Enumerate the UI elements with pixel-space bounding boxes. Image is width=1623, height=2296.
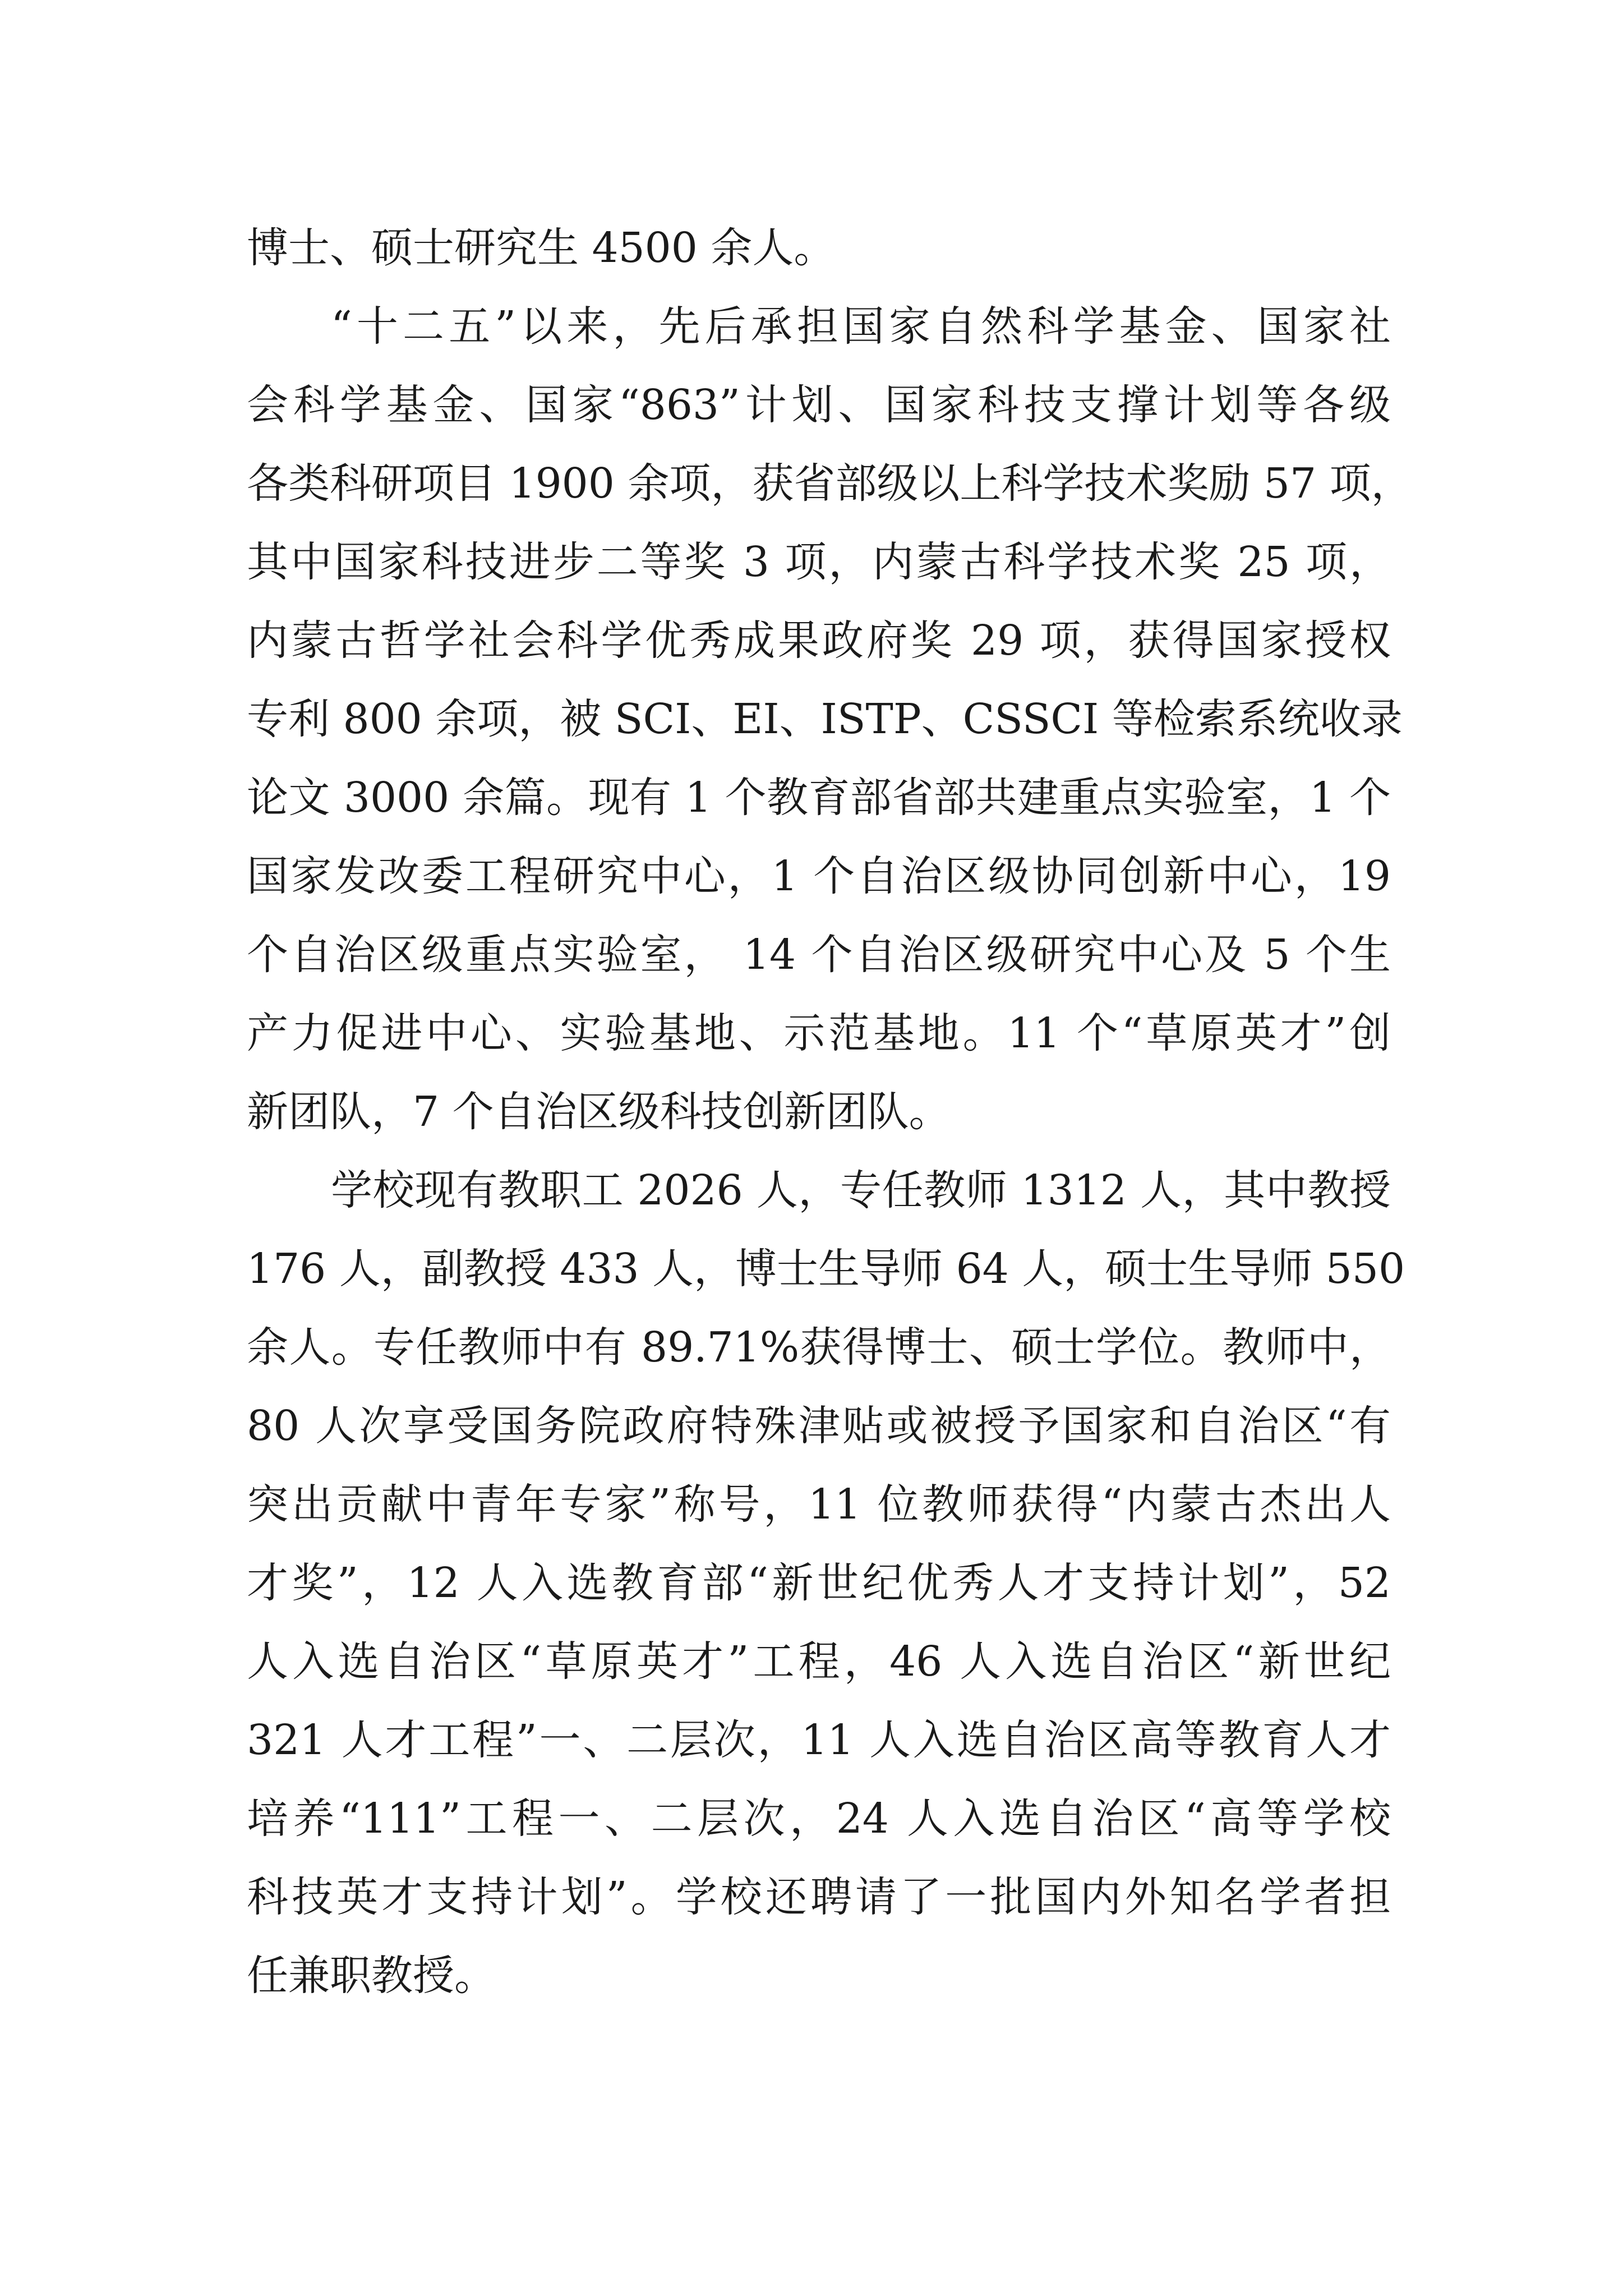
text-line: 科技英才支持计划”。学校还聘请了一批国内外知名学者担: [247, 1873, 1391, 1921]
text-line: 其中国家科技进步二等奖 3 项，内蒙古科学技术奖 25 项，: [247, 538, 1391, 586]
text-line: 各类科研项目 1900 余项，获省部级以上科学技术奖励 57 项，: [247, 459, 1413, 508]
text-line: 内蒙古哲学社会科学优秀成果政府奖 29 项，获得国家授权: [247, 616, 1391, 665]
text-line: 专利 800 余项，被 SCI、EI、ISTP、CSSCI 等检索系统收录: [247, 695, 1403, 743]
document-body: [247, 209, 1413, 2015]
text-line: 才奖”，12 人入选教育部“新世纪优秀人才支持计划”，52: [247, 1559, 1391, 1607]
text-line: 321 人才工程”一、二层次，11 人入选自治区高等教育人才: [247, 1716, 1391, 1764]
text-line: 80 人次享受国务院政府特殊津贴或被授予国家和自治区“有: [247, 1402, 1391, 1450]
text-line: 博士、硕士研究生 4500 余人。: [247, 224, 836, 272]
text-line: 培养“111”工程一、二层次，24 人入选自治区“高等学校: [247, 1795, 1391, 1843]
paragraph-start-line: 学校现有教职工 2026 人，专任教师 1312 人，其中教授: [331, 1166, 1391, 1214]
text-line: 会科学基金、国家“863”计划、国家科技支撑计划等各级: [247, 381, 1391, 429]
text-line: 新团队，7 个自治区级科技创新团队。: [247, 1088, 951, 1136]
text-line: 176 人，副教授 433 人，博士生导师 64 人，硕士生导师 550: [247, 1245, 1405, 1293]
text-line: 国家发改委工程研究中心，1 个自治区级协同创新中心，19: [247, 852, 1391, 900]
text-line: 产力促进中心、实验基地、示范基地。11 个“草原英才”创: [247, 1009, 1391, 1057]
text-line: 论文 3000 余篇。现有 1 个教育部省部共建重点实验室，1 个: [247, 774, 1391, 822]
text-line: 任兼职教授。: [247, 1952, 496, 2000]
text-line: 人入选自治区“草原英才”工程，46 人入选自治区“新世纪: [247, 1637, 1391, 1686]
paragraph-start-line: “十二五”以来，先后承担国家自然科学基金、国家社: [331, 302, 1391, 351]
text-line: 突出贡献中青年专家”称号，11 位教师获得“内蒙古杰出人: [247, 1480, 1391, 1529]
text-line: 个自治区级重点实验室， 14 个自治区级研究中心及 5 个生: [247, 931, 1391, 979]
text-line: 余人。专任教师中有 89.71%获得博士、硕士学位。教师中，: [247, 1323, 1391, 1372]
